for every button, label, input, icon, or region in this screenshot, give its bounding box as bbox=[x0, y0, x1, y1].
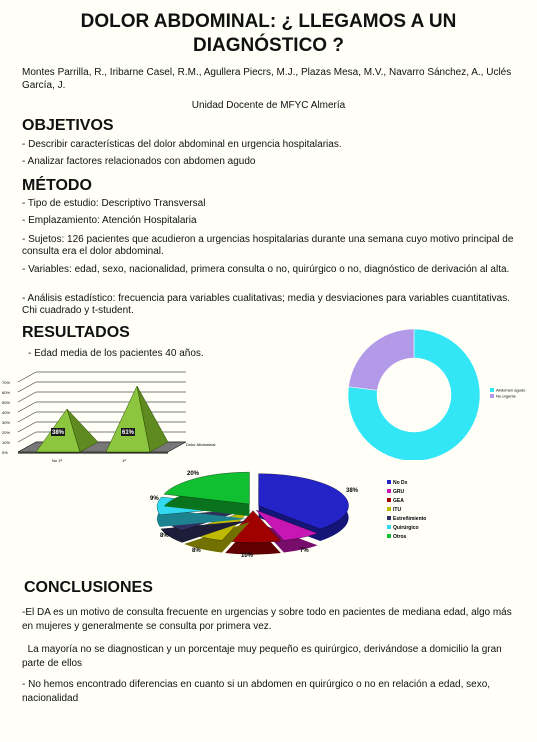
legend-swatch bbox=[387, 534, 391, 538]
legend-swatch bbox=[387, 489, 391, 493]
legend-label: GRU bbox=[393, 489, 405, 495]
legend-label: GEA bbox=[393, 498, 404, 504]
conclusion-3: - No hemos encontrado diferencias en cuanto si un abdomen en quirúrgico o no en relación a edad, sexo, nacionalidad bbox=[22, 679, 491, 704]
y-tick-label: 50% bbox=[2, 400, 11, 405]
legend-swatch bbox=[387, 498, 391, 502]
legend-swatch bbox=[387, 525, 391, 529]
y-tick-label: 40% bbox=[2, 410, 11, 415]
y-tick-label: 60% bbox=[2, 390, 11, 395]
data-label: 10% bbox=[241, 553, 254, 559]
poster-title: DOLOR ABDOMINAL: ¿ LLEGAMOS A UN DIAGNÓSTICO ? bbox=[80, 11, 457, 56]
donut-slice bbox=[349, 329, 414, 390]
legend-swatch bbox=[387, 480, 391, 484]
data-label: 8% bbox=[160, 533, 169, 539]
objetivo-2: - Analizar factores relacionados con abdomen agudo bbox=[22, 156, 256, 167]
edad-media: - Edad media de los pacientes 40 años. bbox=[28, 348, 204, 359]
objetivo-1: - Describir características del dolor abdominal en urgencia hospitalarias. bbox=[22, 139, 342, 150]
metodo-3: - Sujetos: 126 pacientes que acudieron a urgencias hospitalarias durante una semana cuyo motivo principal de consulta era el dolor abdominal. bbox=[22, 234, 514, 257]
metodo-2: - Emplazamiento: Atención Hospitalaria bbox=[22, 215, 197, 226]
x-tick-label: No 1ª bbox=[52, 458, 62, 463]
legend-label: ITU bbox=[393, 507, 402, 513]
grid-diagonal bbox=[18, 372, 36, 382]
data-label: 61% bbox=[121, 430, 135, 436]
data-label: 8% bbox=[192, 548, 201, 554]
metodo-4: - Variables: edad, sexo, nacionalidad, primera consulta o no, quirúrgico o no, diagnóstico de derivación al alta. bbox=[22, 264, 510, 275]
legend-swatch bbox=[490, 394, 494, 398]
legend-swatch bbox=[490, 388, 494, 392]
data-label: 20% bbox=[187, 471, 200, 477]
conclusion-2: La mayoría no se diagnostican y un porcentaje muy pequeño es quirúrgico, derivándose a domicilio la gran parte de ellos bbox=[22, 644, 505, 669]
y-tick-label: 70% bbox=[2, 380, 11, 385]
institution: Unidad Docente de MFYC Almería bbox=[191, 100, 346, 111]
grid-diagonal bbox=[18, 412, 36, 422]
grid-diagonal bbox=[18, 392, 36, 402]
y-tick-label: 30% bbox=[2, 420, 11, 425]
abdomen-donut-chart bbox=[340, 325, 537, 460]
legend-label: No Dx bbox=[393, 480, 408, 486]
legend-swatch bbox=[387, 516, 391, 520]
metodo-heading: MÉTODO bbox=[22, 177, 92, 194]
y-tick-label: 20% bbox=[2, 430, 11, 435]
y-tick-label: 0% bbox=[2, 450, 8, 455]
grid-diagonal bbox=[18, 402, 36, 412]
legend-label: Otros bbox=[393, 534, 407, 540]
consulta-bar-chart bbox=[0, 362, 240, 472]
resultados-heading: RESULTADOS bbox=[22, 324, 130, 341]
metodo-5: - Análisis estadístico: frecuencia para variables cualitativas; media y desviaciones para variables cuantitativas. Chi cuadrado y t-student. bbox=[22, 293, 511, 316]
y-tick-label: 10% bbox=[2, 440, 11, 445]
grid-diagonal bbox=[18, 382, 36, 392]
legend-label: No urgente bbox=[496, 393, 516, 399]
data-label: 38% bbox=[51, 430, 65, 436]
legend-label: Dolor Abdominal bbox=[186, 442, 216, 447]
data-label: 7% bbox=[300, 548, 309, 554]
legend-label: Quirúrgico bbox=[393, 525, 419, 531]
grid-diagonal bbox=[18, 432, 36, 442]
diagnostico-pie-chart bbox=[130, 462, 430, 562]
legend-swatch bbox=[387, 507, 391, 511]
metodo-1: - Tipo de estudio: Descriptivo Transversal bbox=[22, 198, 206, 209]
authors: Montes Parrilla, R., Iribarne Casel, R.M., Agullera Piecrs, M.J., Plazas Mesa, M.V., Navarro Sánchez, A., Uclés García, J. bbox=[22, 67, 512, 91]
grid-diagonal bbox=[18, 422, 36, 432]
x-tick-label: 1ª bbox=[122, 458, 126, 463]
objetivos-heading: OBJETIVOS bbox=[22, 117, 114, 134]
conclusion-1: -El DA es un motivo de consulta frecuente en urgencias y sobre todo en pacientes de mediana edad, algo más en mujeres y generalmente se consulta por primera vez. bbox=[22, 607, 512, 632]
legend-label: Estreñimiento bbox=[393, 516, 427, 522]
data-label: 38% bbox=[346, 488, 359, 494]
conclusiones-heading: CONCLUSIONES bbox=[24, 579, 153, 596]
legend-label: Abdomen agudo bbox=[496, 387, 526, 393]
data-label: 9% bbox=[150, 496, 159, 502]
